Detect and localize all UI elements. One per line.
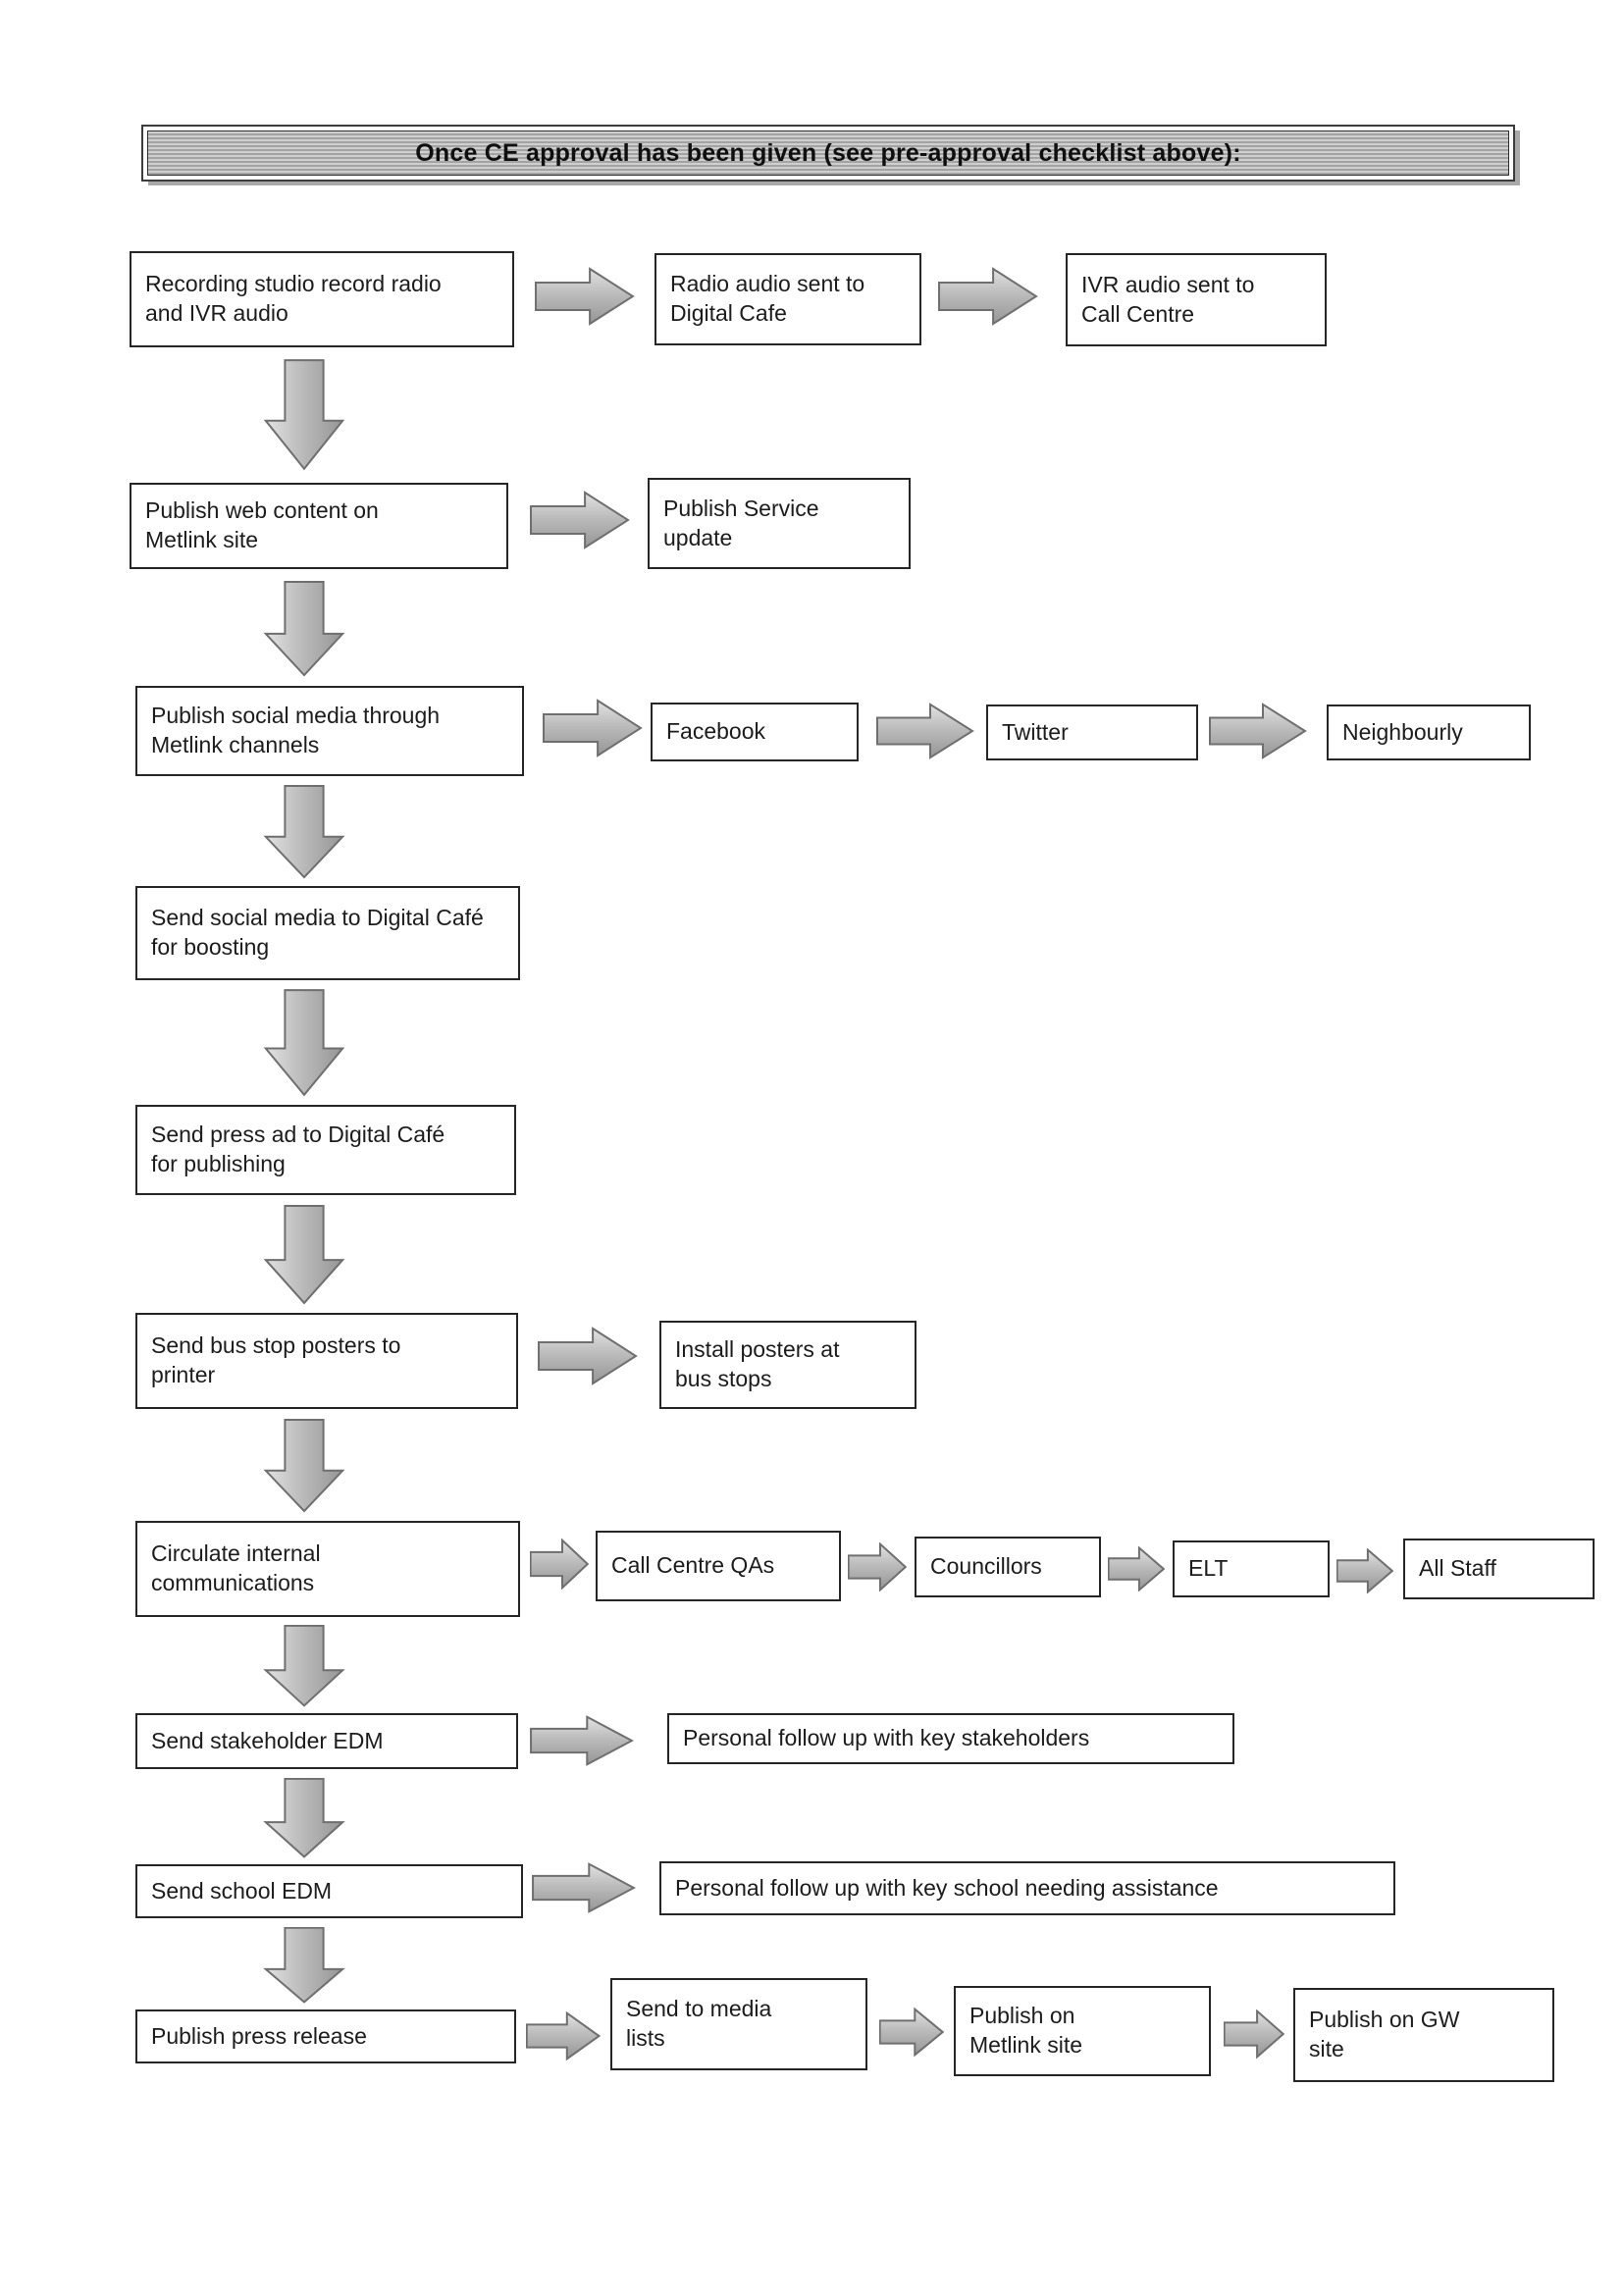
node-publish-metlink-site: Publish on Metlink site — [954, 1986, 1211, 2076]
arrow-right-icon — [530, 491, 630, 549]
arrow-right-icon — [530, 1539, 589, 1590]
arrow-right-icon — [1209, 703, 1307, 759]
node-councillors: Councillors — [915, 1537, 1101, 1597]
node-ivr-audio: IVR audio sent to Call Centre — [1066, 253, 1327, 346]
node-school-edm: Send school EDM — [135, 1864, 523, 1918]
arrow-down-icon — [263, 785, 345, 879]
node-social-boosting: Send social media to Digital Café for boosting — [135, 886, 520, 980]
arrow-down-icon — [263, 581, 345, 677]
arrow-down-icon — [263, 1778, 345, 1858]
arrow-right-icon — [848, 1542, 907, 1592]
node-press-ad: Send press ad to Digital Café for publishing — [135, 1105, 516, 1195]
node-neighbourly: Neighbourly — [1327, 704, 1531, 760]
arrow-down-icon — [263, 1625, 345, 1707]
node-press-release: Publish press release — [135, 2009, 516, 2063]
arrow-down-icon — [263, 1205, 345, 1305]
node-media-lists: Send to media lists — [610, 1978, 867, 2070]
arrow-right-icon — [543, 699, 643, 757]
approval-banner-text: Once CE approval has been given (see pre-approval checklist above): — [147, 130, 1509, 176]
node-stakeholder-edm: Send stakeholder EDM — [135, 1713, 518, 1769]
arrow-right-icon — [532, 1862, 636, 1913]
node-elt: ELT — [1173, 1540, 1330, 1597]
node-publish-social-media: Publish social media through Metlink channels — [135, 686, 524, 776]
arrow-down-icon — [263, 1927, 345, 2004]
arrow-right-icon — [1224, 2009, 1284, 2059]
arrow-down-icon — [263, 359, 345, 471]
arrow-right-icon — [538, 1327, 638, 1385]
arrow-right-icon — [938, 267, 1038, 326]
node-recording-studio: Recording studio record radio and IVR audio — [130, 251, 514, 347]
node-install-posters: Install posters at bus stops — [659, 1321, 916, 1409]
node-radio-audio: Radio audio sent to Digital Cafe — [654, 253, 921, 345]
node-stakeholder-followup: Personal follow up with key stakeholders — [667, 1713, 1234, 1764]
arrow-right-icon — [535, 267, 635, 326]
arrow-right-icon — [876, 703, 974, 759]
arrow-down-icon — [263, 989, 345, 1097]
arrow-down-icon — [263, 1419, 345, 1513]
node-publish-web-content: Publish web content on Metlink site — [130, 483, 508, 569]
arrow-right-icon — [879, 2008, 944, 2057]
arrow-right-icon — [530, 1715, 634, 1766]
approval-banner — [141, 125, 1515, 182]
arrow-right-icon — [526, 2011, 601, 2061]
node-bus-stop-posters: Send bus stop posters to printer — [135, 1313, 518, 1409]
node-publish-service-update: Publish Service update — [648, 478, 911, 569]
arrow-right-icon — [1336, 1548, 1393, 1593]
node-all-staff: All Staff — [1403, 1539, 1595, 1599]
node-internal-communications: Circulate internal communications — [135, 1521, 520, 1617]
node-call-centre-qas: Call Centre QAs — [596, 1531, 841, 1601]
node-publish-gw-site: Publish on GW site — [1293, 1988, 1554, 2082]
node-facebook: Facebook — [651, 703, 859, 761]
arrow-right-icon — [1108, 1546, 1165, 1592]
node-twitter: Twitter — [986, 704, 1198, 760]
node-school-followup: Personal follow up with key school needing assistance — [659, 1861, 1395, 1915]
